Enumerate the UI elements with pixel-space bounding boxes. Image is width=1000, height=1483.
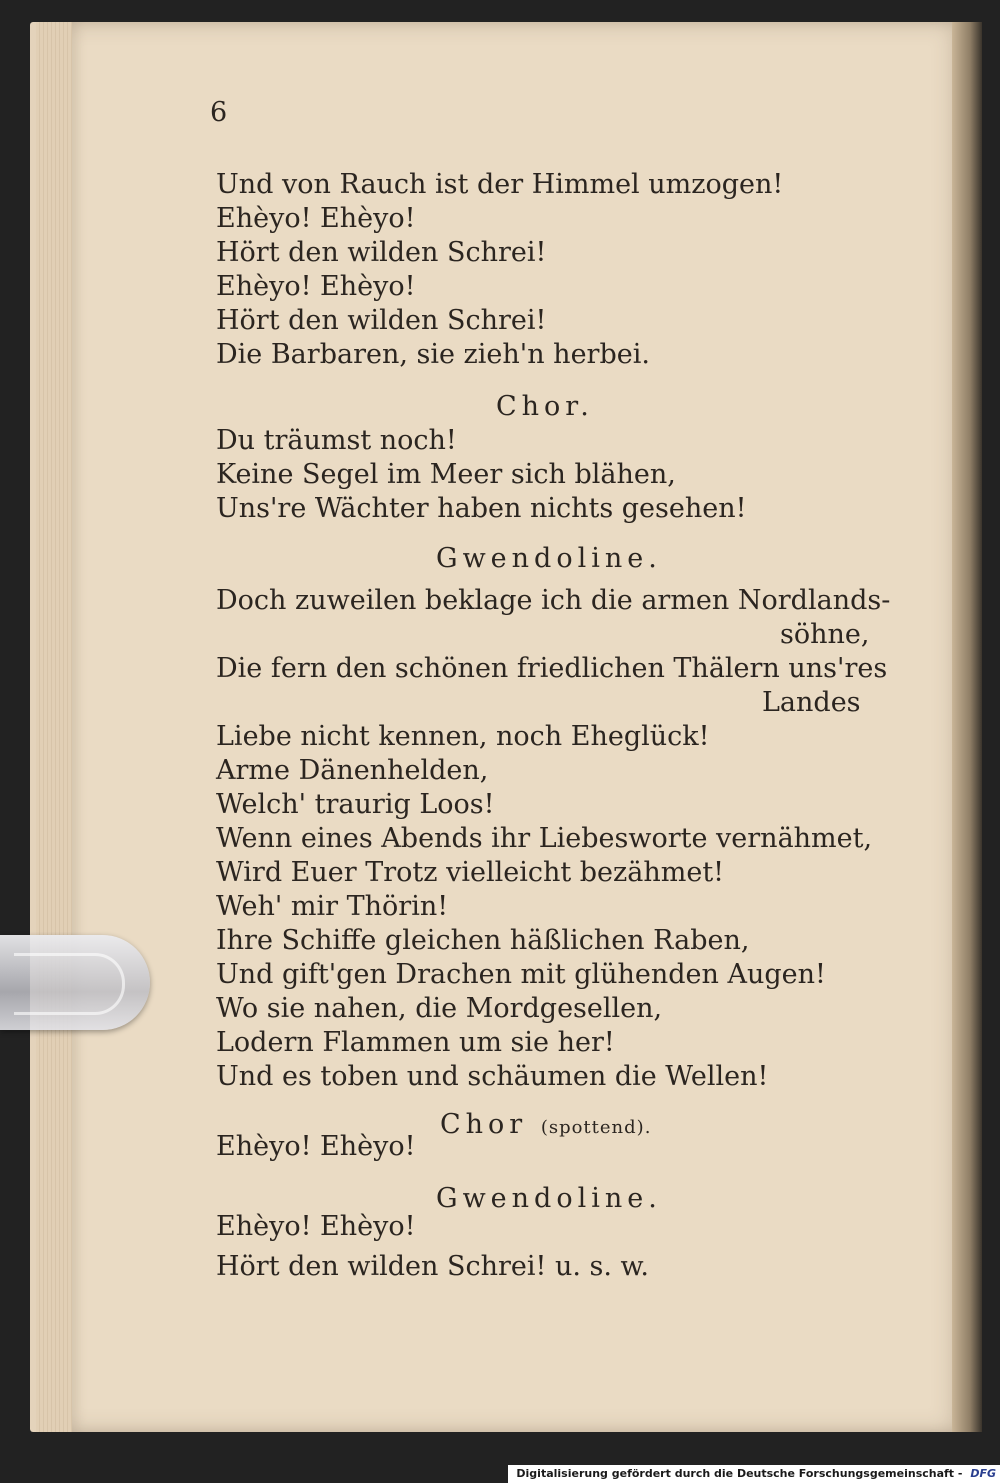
text-line: Die fern den schönen friedlichen Thälern uns'res (216, 653, 888, 684)
text-line: Und es toben und schäumen die Wellen! (216, 1061, 769, 1092)
speaker-heading: Chor. (496, 391, 594, 422)
text-line: Ihre Schiffe gleichen häßlichen Raben, (216, 925, 750, 956)
speaker-heading (440, 1108, 651, 1145)
digitization-footer (508, 1465, 1000, 1483)
text-line: Arme Dänenhelden, (216, 755, 489, 786)
page-clip (0, 935, 150, 1030)
text-line: Lodern Flammen um sie her! (216, 1027, 615, 1058)
text-line: Hört den wilden Schrei! (216, 305, 547, 336)
text-line: Welch' traurig Loos! (216, 789, 495, 820)
page-number: 6 (210, 97, 228, 128)
text-line: Doch zuweilen beklage ich die armen Nordlands- (216, 585, 891, 616)
text-line: Wenn eines Abends ihr Liebesworte vernähmet, (216, 823, 873, 854)
text-line-continuation: söhne, (780, 619, 870, 650)
stage-direction: (spottend). (540, 1117, 652, 1138)
text-line: Ehèyo! Ehèyo! (216, 1211, 416, 1242)
book-spine (952, 22, 982, 1432)
text-line: Keine Segel im Meer sich blähen, (216, 459, 676, 490)
text-line: Uns're Wächter haben nichts gesehen! (216, 493, 747, 524)
text-line: Du träumst noch! (216, 425, 457, 456)
text-line: Hört den wilden Schrei! u. s. w. (216, 1251, 650, 1282)
text-line: Ehèyo! Ehèyo! (216, 1131, 416, 1162)
text-line: Ehèyo! Ehèyo! (216, 203, 416, 234)
speaker-heading: Gwendoline. (436, 1183, 662, 1214)
text-line: Hört den wilden Schrei! (216, 237, 547, 268)
footer-text: Digitalisierung gefördert durch die Deutsche Forschungsgemeinschaft - (516, 1467, 963, 1480)
text-line: Wo sie nahen, die Mordgesellen, (216, 993, 663, 1024)
speaker-name: Chor (440, 1109, 528, 1140)
text-line: Ehèyo! Ehèyo! (216, 271, 416, 302)
text-line: Liebe nicht kennen, noch Eheglück! (216, 721, 710, 752)
text-line: Weh' mir Thörin! (216, 891, 449, 922)
speaker-heading: Gwendoline. (436, 543, 662, 574)
text-line: Und von Rauch ist der Himmel umzogen! (216, 169, 784, 200)
text-line: Die Barbaren, sie zieh'n herbei. (216, 339, 650, 370)
text-line-continuation: Landes (762, 687, 861, 718)
text-line: Wird Euer Trotz vielleicht bezähmet! (216, 857, 725, 888)
dfg-logo-icon: DFG (970, 1467, 996, 1480)
text-line: Und gift'gen Drachen mit glühenden Augen! (216, 959, 826, 990)
